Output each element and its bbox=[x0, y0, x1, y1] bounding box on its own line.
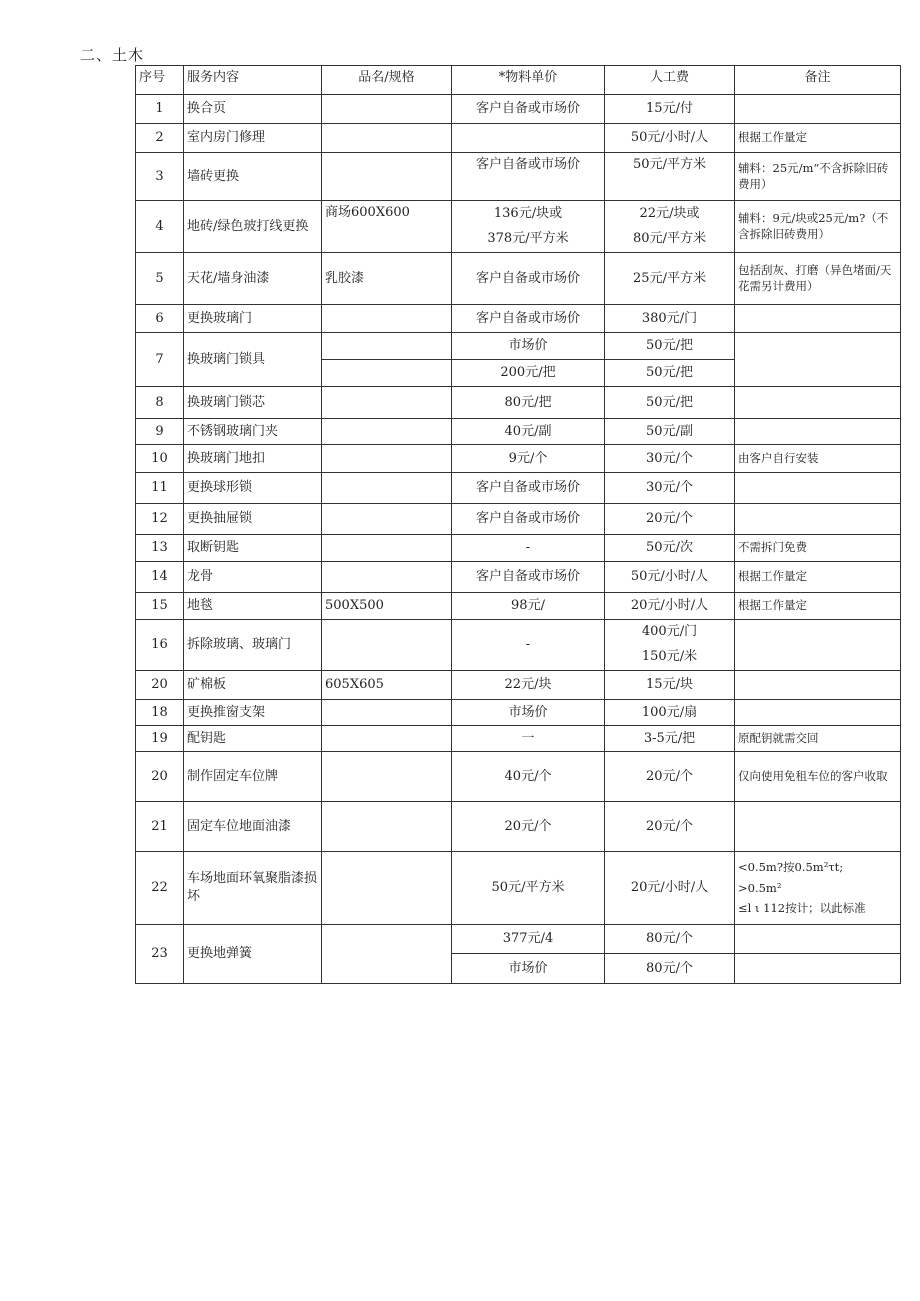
row-material: 40元/个 bbox=[452, 752, 605, 802]
row-service: 取断钥匙 bbox=[184, 535, 322, 562]
remark-line: <0.5m?按0.5m²τt; bbox=[738, 859, 844, 874]
row-service: 更换球形锁 bbox=[184, 473, 322, 504]
table-row bbox=[136, 700, 901, 726]
row-service: 固定车位地面油漆 bbox=[184, 802, 322, 852]
row-remark bbox=[735, 620, 901, 671]
row-service: 拆除玻璃、玻璃门 bbox=[184, 620, 322, 671]
row-no: 5 bbox=[136, 253, 184, 305]
row-remark bbox=[735, 95, 901, 124]
row-material: 客户自备或市场价 bbox=[452, 95, 605, 124]
row-spec bbox=[322, 153, 452, 201]
row-spec bbox=[322, 620, 452, 671]
row-remark bbox=[735, 305, 901, 333]
row-spec bbox=[322, 562, 452, 593]
table-row bbox=[136, 95, 901, 124]
row-no: 19 bbox=[136, 726, 184, 752]
material-line: 136元/块或 bbox=[493, 205, 563, 221]
table-row bbox=[136, 925, 901, 954]
row-spec: 商场600X600 bbox=[322, 201, 452, 253]
row-labor: 15元/块 bbox=[605, 671, 735, 700]
labor-line: 80元/平方米 bbox=[633, 230, 706, 246]
labor-line: 22元/块或 bbox=[639, 205, 700, 221]
row-labor: 50元/小时/人 bbox=[605, 124, 735, 153]
table-row bbox=[136, 333, 901, 360]
row-no: 10 bbox=[136, 445, 184, 473]
row-labor: 50元/把 bbox=[605, 333, 735, 360]
table-row bbox=[136, 201, 901, 253]
row-labor: 20元/小时/人 bbox=[605, 593, 735, 620]
row-remark bbox=[735, 419, 901, 445]
table-row bbox=[136, 387, 901, 419]
remark-line: >0.5m² bbox=[738, 880, 782, 895]
row-service: 矿棉板 bbox=[184, 671, 322, 700]
row-labor: 50元/平方米 bbox=[605, 153, 735, 201]
row-material: 9元/个 bbox=[452, 445, 605, 473]
row-material: 市场价 bbox=[452, 954, 605, 984]
row-spec bbox=[322, 445, 452, 473]
row-material: 客户自备或市场价 bbox=[452, 305, 605, 333]
row-spec bbox=[322, 752, 452, 802]
row-labor: 20元/小时/人 bbox=[605, 852, 735, 925]
row-service: 换玻璃门锁芯 bbox=[184, 387, 322, 419]
row-material: 客户自备或市场价 bbox=[452, 504, 605, 535]
row-labor bbox=[605, 620, 735, 671]
row-labor: 30元/个 bbox=[605, 473, 735, 504]
row-remark bbox=[735, 671, 901, 700]
row-labor: 50元/把 bbox=[605, 387, 735, 419]
row-material: 377元/4 bbox=[452, 925, 605, 954]
row-labor: 80元/个 bbox=[605, 925, 735, 954]
table-row bbox=[136, 535, 901, 562]
row-service: 换玻璃门锁具 bbox=[184, 333, 322, 387]
table-row bbox=[136, 593, 901, 620]
row-labor: 50元/副 bbox=[605, 419, 735, 445]
table-row bbox=[136, 671, 901, 700]
row-spec: 500X500 bbox=[322, 593, 452, 620]
table-row bbox=[136, 305, 901, 333]
row-remark: 辅料：9元/块或25元/m?（不含拆除旧砖费用） bbox=[735, 201, 901, 253]
row-material: 客户自备或市场价 bbox=[452, 153, 605, 201]
header-service: 服务内容 bbox=[184, 66, 322, 95]
row-remark bbox=[735, 387, 901, 419]
row-remark bbox=[735, 802, 901, 852]
row-no: 15 bbox=[136, 593, 184, 620]
row-service: 天花/墙身油漆 bbox=[184, 253, 322, 305]
row-spec bbox=[322, 305, 452, 333]
row-remark bbox=[735, 852, 901, 925]
row-no: 4 bbox=[136, 201, 184, 253]
row-spec bbox=[322, 360, 452, 387]
row-spec bbox=[322, 473, 452, 504]
row-service: 墙砖更换 bbox=[184, 153, 322, 201]
row-no: 21 bbox=[136, 802, 184, 852]
table-row bbox=[136, 153, 901, 201]
header-material: *物料单价 bbox=[452, 66, 605, 95]
row-remark: 由客户自行安装 bbox=[735, 445, 901, 473]
row-remark: 根据工作量定 bbox=[735, 593, 901, 620]
row-remark: 不需拆门免费 bbox=[735, 535, 901, 562]
row-material: 市场价 bbox=[452, 700, 605, 726]
row-labor: 20元/个 bbox=[605, 504, 735, 535]
row-material: 80元/把 bbox=[452, 387, 605, 419]
row-no: 6 bbox=[136, 305, 184, 333]
row-spec bbox=[322, 333, 452, 360]
row-service: 更换地弹簧 bbox=[184, 925, 322, 984]
row-labor: 15元/付 bbox=[605, 95, 735, 124]
row-labor: 380元/门 bbox=[605, 305, 735, 333]
row-service: 龙骨 bbox=[184, 562, 322, 593]
row-remark: 原配钥就需交回 bbox=[735, 726, 901, 752]
price-table bbox=[135, 65, 901, 984]
row-remark: 辅料：25元/m“不含拆除旧砖费用） bbox=[735, 153, 901, 201]
row-spec bbox=[322, 726, 452, 752]
table-row bbox=[136, 802, 901, 852]
row-labor bbox=[605, 201, 735, 253]
row-labor: 100元/扇 bbox=[605, 700, 735, 726]
row-service: 不锈钢玻璃门夹 bbox=[184, 419, 322, 445]
row-labor: 50元/小时/人 bbox=[605, 562, 735, 593]
row-spec bbox=[322, 387, 452, 419]
row-spec bbox=[322, 124, 452, 153]
row-material: 一 bbox=[452, 726, 605, 752]
row-no: 23 bbox=[136, 925, 184, 984]
row-no: 7 bbox=[136, 333, 184, 387]
row-service: 室内房门修理 bbox=[184, 124, 322, 153]
table-row bbox=[136, 562, 901, 593]
row-remark bbox=[735, 333, 901, 387]
row-no: 20 bbox=[136, 752, 184, 802]
row-service: 配钥匙 bbox=[184, 726, 322, 752]
row-remark: 仅向使用免租车位的客户收取 bbox=[735, 752, 901, 802]
row-no: 12 bbox=[136, 504, 184, 535]
row-material: 50元/平方米 bbox=[452, 852, 605, 925]
row-service: 车场地面环氧聚脂漆损坏 bbox=[184, 852, 322, 925]
row-remark bbox=[735, 925, 901, 954]
row-service: 制作固定车位牌 bbox=[184, 752, 322, 802]
row-no: 14 bbox=[136, 562, 184, 593]
row-spec: 605X605 bbox=[322, 671, 452, 700]
row-service: 更换抽屉锁 bbox=[184, 504, 322, 535]
section-heading: 二、土木 bbox=[80, 46, 145, 64]
row-remark bbox=[735, 473, 901, 504]
table-row bbox=[136, 445, 901, 473]
row-service: 换合页 bbox=[184, 95, 322, 124]
row-no: 9 bbox=[136, 419, 184, 445]
row-remark bbox=[735, 954, 901, 984]
row-material: 22元/块 bbox=[452, 671, 605, 700]
row-spec bbox=[322, 535, 452, 562]
row-material: 200元/把 bbox=[452, 360, 605, 387]
table-row bbox=[136, 752, 901, 802]
row-no: 11 bbox=[136, 473, 184, 504]
row-labor: 3-5元/把 bbox=[605, 726, 735, 752]
table-row bbox=[136, 419, 901, 445]
table-row bbox=[136, 504, 901, 535]
header-labor: 人工费 bbox=[605, 66, 735, 95]
row-labor: 20元/个 bbox=[605, 752, 735, 802]
row-service: 地毯 bbox=[184, 593, 322, 620]
row-labor: 25元/平方米 bbox=[605, 253, 735, 305]
table-row bbox=[136, 726, 901, 752]
row-labor: 50元/次 bbox=[605, 535, 735, 562]
row-no: 2 bbox=[136, 124, 184, 153]
table-row bbox=[136, 253, 901, 305]
row-spec bbox=[322, 700, 452, 726]
header-row bbox=[136, 66, 901, 95]
row-material bbox=[452, 201, 605, 253]
header-spec: 品名/规格 bbox=[322, 66, 452, 95]
row-spec bbox=[322, 419, 452, 445]
row-material: 40元/副 bbox=[452, 419, 605, 445]
row-remark: 根据工作量定 bbox=[735, 124, 901, 153]
table-row bbox=[136, 473, 901, 504]
row-remark bbox=[735, 700, 901, 726]
labor-line: 400元/门 bbox=[641, 624, 698, 640]
row-no: 13 bbox=[136, 535, 184, 562]
row-no: 1 bbox=[136, 95, 184, 124]
header-no: 序号 bbox=[136, 66, 184, 95]
row-material: 20元/个 bbox=[452, 802, 605, 852]
row-spec bbox=[322, 95, 452, 124]
material-line: 378元/平方米 bbox=[487, 230, 569, 246]
row-labor: 80元/个 bbox=[605, 954, 735, 984]
row-service: 地砖/绿色玻打线更换 bbox=[184, 201, 322, 253]
row-no: 8 bbox=[136, 387, 184, 419]
row-service: 换玻璃门地扣 bbox=[184, 445, 322, 473]
labor-line: 150元/米 bbox=[641, 649, 698, 664]
header-remark: 备注 bbox=[735, 66, 901, 95]
row-remark bbox=[735, 504, 901, 535]
row-material: 客户自备或市场价 bbox=[452, 562, 605, 593]
table-row bbox=[136, 620, 901, 671]
row-labor: 20元/个 bbox=[605, 802, 735, 852]
row-material: 市场价 bbox=[452, 333, 605, 360]
row-material: 客户自备或市场价 bbox=[452, 253, 605, 305]
row-remark: 根据工作量定 bbox=[735, 562, 901, 593]
row-no: 20 bbox=[136, 671, 184, 700]
row-spec bbox=[322, 504, 452, 535]
row-material: 客户自备或市场价 bbox=[452, 473, 605, 504]
row-material: - bbox=[452, 620, 605, 671]
row-material bbox=[452, 124, 605, 153]
row-labor: 30元/个 bbox=[605, 445, 735, 473]
row-spec: 乳胶漆 bbox=[322, 253, 452, 305]
row-no: 16 bbox=[136, 620, 184, 671]
row-spec bbox=[322, 925, 452, 984]
row-no: 18 bbox=[136, 700, 184, 726]
row-spec bbox=[322, 802, 452, 852]
row-material: - bbox=[452, 535, 605, 562]
row-labor: 50元/把 bbox=[605, 360, 735, 387]
row-service: 更换推窗支架 bbox=[184, 700, 322, 726]
table-row bbox=[136, 852, 901, 925]
row-spec bbox=[322, 852, 452, 925]
row-material: 98元/ bbox=[452, 593, 605, 620]
remark-line: ≤l ι 112按计；以此标准 bbox=[738, 901, 866, 916]
row-remark: 包括刮灰、打磨（异色堵面/天花需另计费用） bbox=[735, 253, 901, 305]
table-row bbox=[136, 124, 901, 153]
row-service: 更换玻璃门 bbox=[184, 305, 322, 333]
row-no: 22 bbox=[136, 852, 184, 925]
row-no: 3 bbox=[136, 153, 184, 201]
